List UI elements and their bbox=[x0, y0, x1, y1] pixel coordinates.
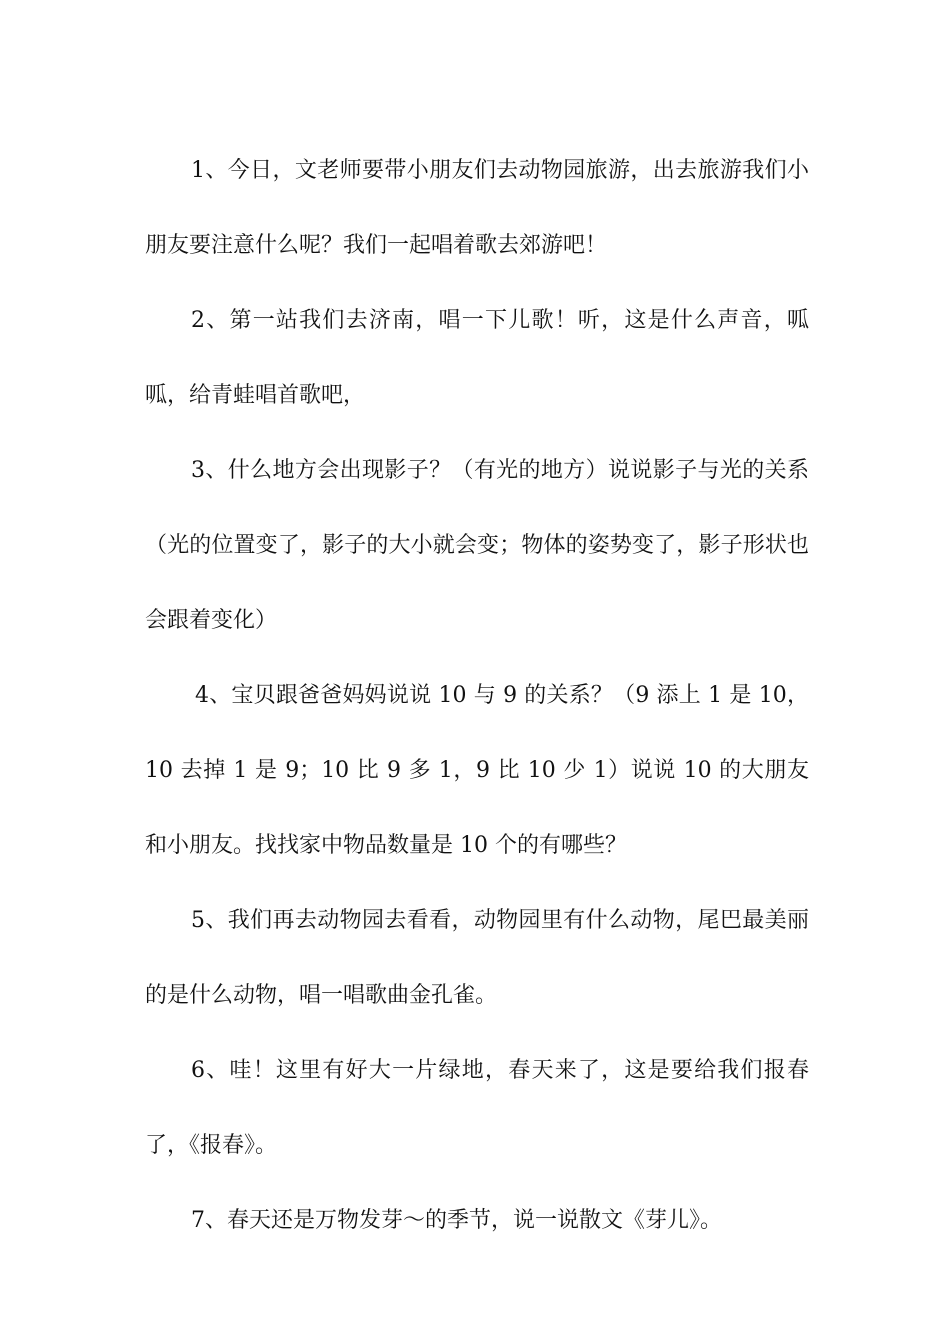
paragraph-3: 3、什么地方会出现影子？（有光的地方）说说影子与光的关系（光的位置变了，影子的大小就会变；物体的姿势变了，影子形状也会跟着变化） bbox=[145, 458, 809, 633]
document-body bbox=[145, 133, 809, 1258]
paragraph-5: 5、我们再去动物园去看看，动物园里有什么动物，尾巴最美丽的是什么动物，唱一唱歌曲金孔雀。 bbox=[145, 908, 809, 1008]
paragraph-6: 6、哇！这里有好大一片绿地，春天来了，这是要给我们报春了，《报春》。 bbox=[145, 1058, 809, 1158]
paragraph-7: 7、春天还是万物发芽～的季节，说一说散文《芽儿》。 bbox=[191, 1208, 722, 1233]
paragraph-4: 4、宝贝跟爸爸妈妈说说 10 与 9 的关系？（9 添上 1 是 10，10 去掉 1 是 9；10 比 9 多 1，9 比 10 少 1）说说 10 的大朋友和小朋友。找找家中物品数量是 10 个的有哪些？ bbox=[145, 683, 809, 858]
paragraph-1: 1、今日，文老师要带小朋友们去动物园旅游，出去旅游我们小朋友要注意什么呢？我们一起唱着歌去郊游吧！ bbox=[145, 158, 809, 258]
paragraph-2: 2、第一站我们去济南，唱一下儿歌！听，这是什么声音，呱呱，给青蛙唱首歌吧， bbox=[145, 308, 809, 408]
